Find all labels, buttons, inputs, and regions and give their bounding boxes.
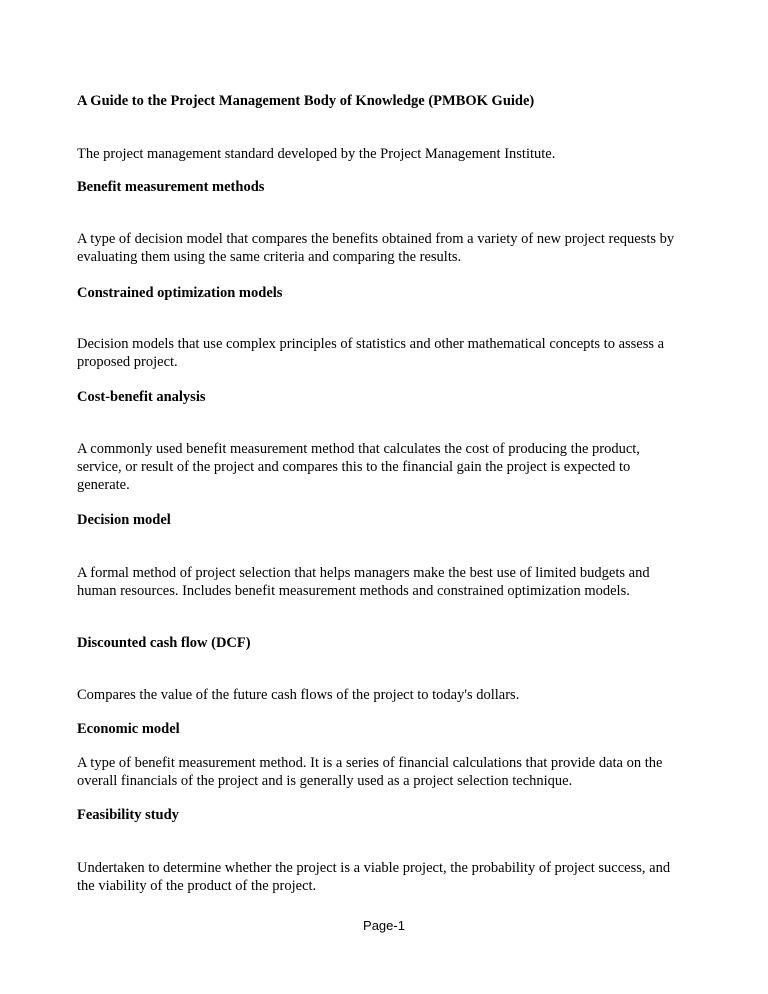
- glossary-definition: A commonly used benefit measurement method that calculates the cost of producing the product, service, or result of the project and compares this to the financial gain the project is expected to generate.: [77, 441, 640, 493]
- glossary-definition: A type of benefit measurement method. It is a series of financial calculations that provide data on the overall financials of the project and is generally used as a project selection technique.: [77, 755, 663, 789]
- page-number: Page-1: [363, 918, 405, 933]
- glossary-definition: Decision models that use complex principles of statistics and other mathematical concepts to assess a proposed project.: [77, 336, 665, 370]
- glossary-definition: A type of decision model that compares the benefits obtained from a variety of new project requests by evaluating them using the same criteria and comparing the results.: [77, 231, 675, 265]
- glossary-term: Economic model: [77, 721, 180, 737]
- glossary-definition: Undertaken to determine whether the project is a viable project, the probability of project success, and the viability of the product of the project.: [77, 860, 671, 894]
- glossary-term: Decision model: [77, 512, 171, 528]
- glossary-definition: Compares the value of the future cash flows of the project to today's dollars.: [77, 687, 520, 703]
- glossary-term: Cost-benefit analysis: [77, 389, 206, 405]
- glossary-term: Benefit measurement methods: [77, 179, 265, 195]
- glossary-term: Constrained optimization models: [77, 285, 283, 301]
- glossary-term: A Guide to the Project Management Body of Knowledge (PMBOK Guide): [77, 93, 535, 109]
- glossary-definition: The project management standard developed by the Project Management Institute.: [77, 146, 556, 162]
- glossary-term: Feasibility study: [77, 807, 179, 823]
- glossary-term: Discounted cash flow (DCF): [77, 635, 251, 651]
- glossary-definition: A formal method of project selection that helps managers make the best use of limited budgets and human resources. Includes benefit measurement methods and constrained optimization models.: [77, 565, 650, 599]
